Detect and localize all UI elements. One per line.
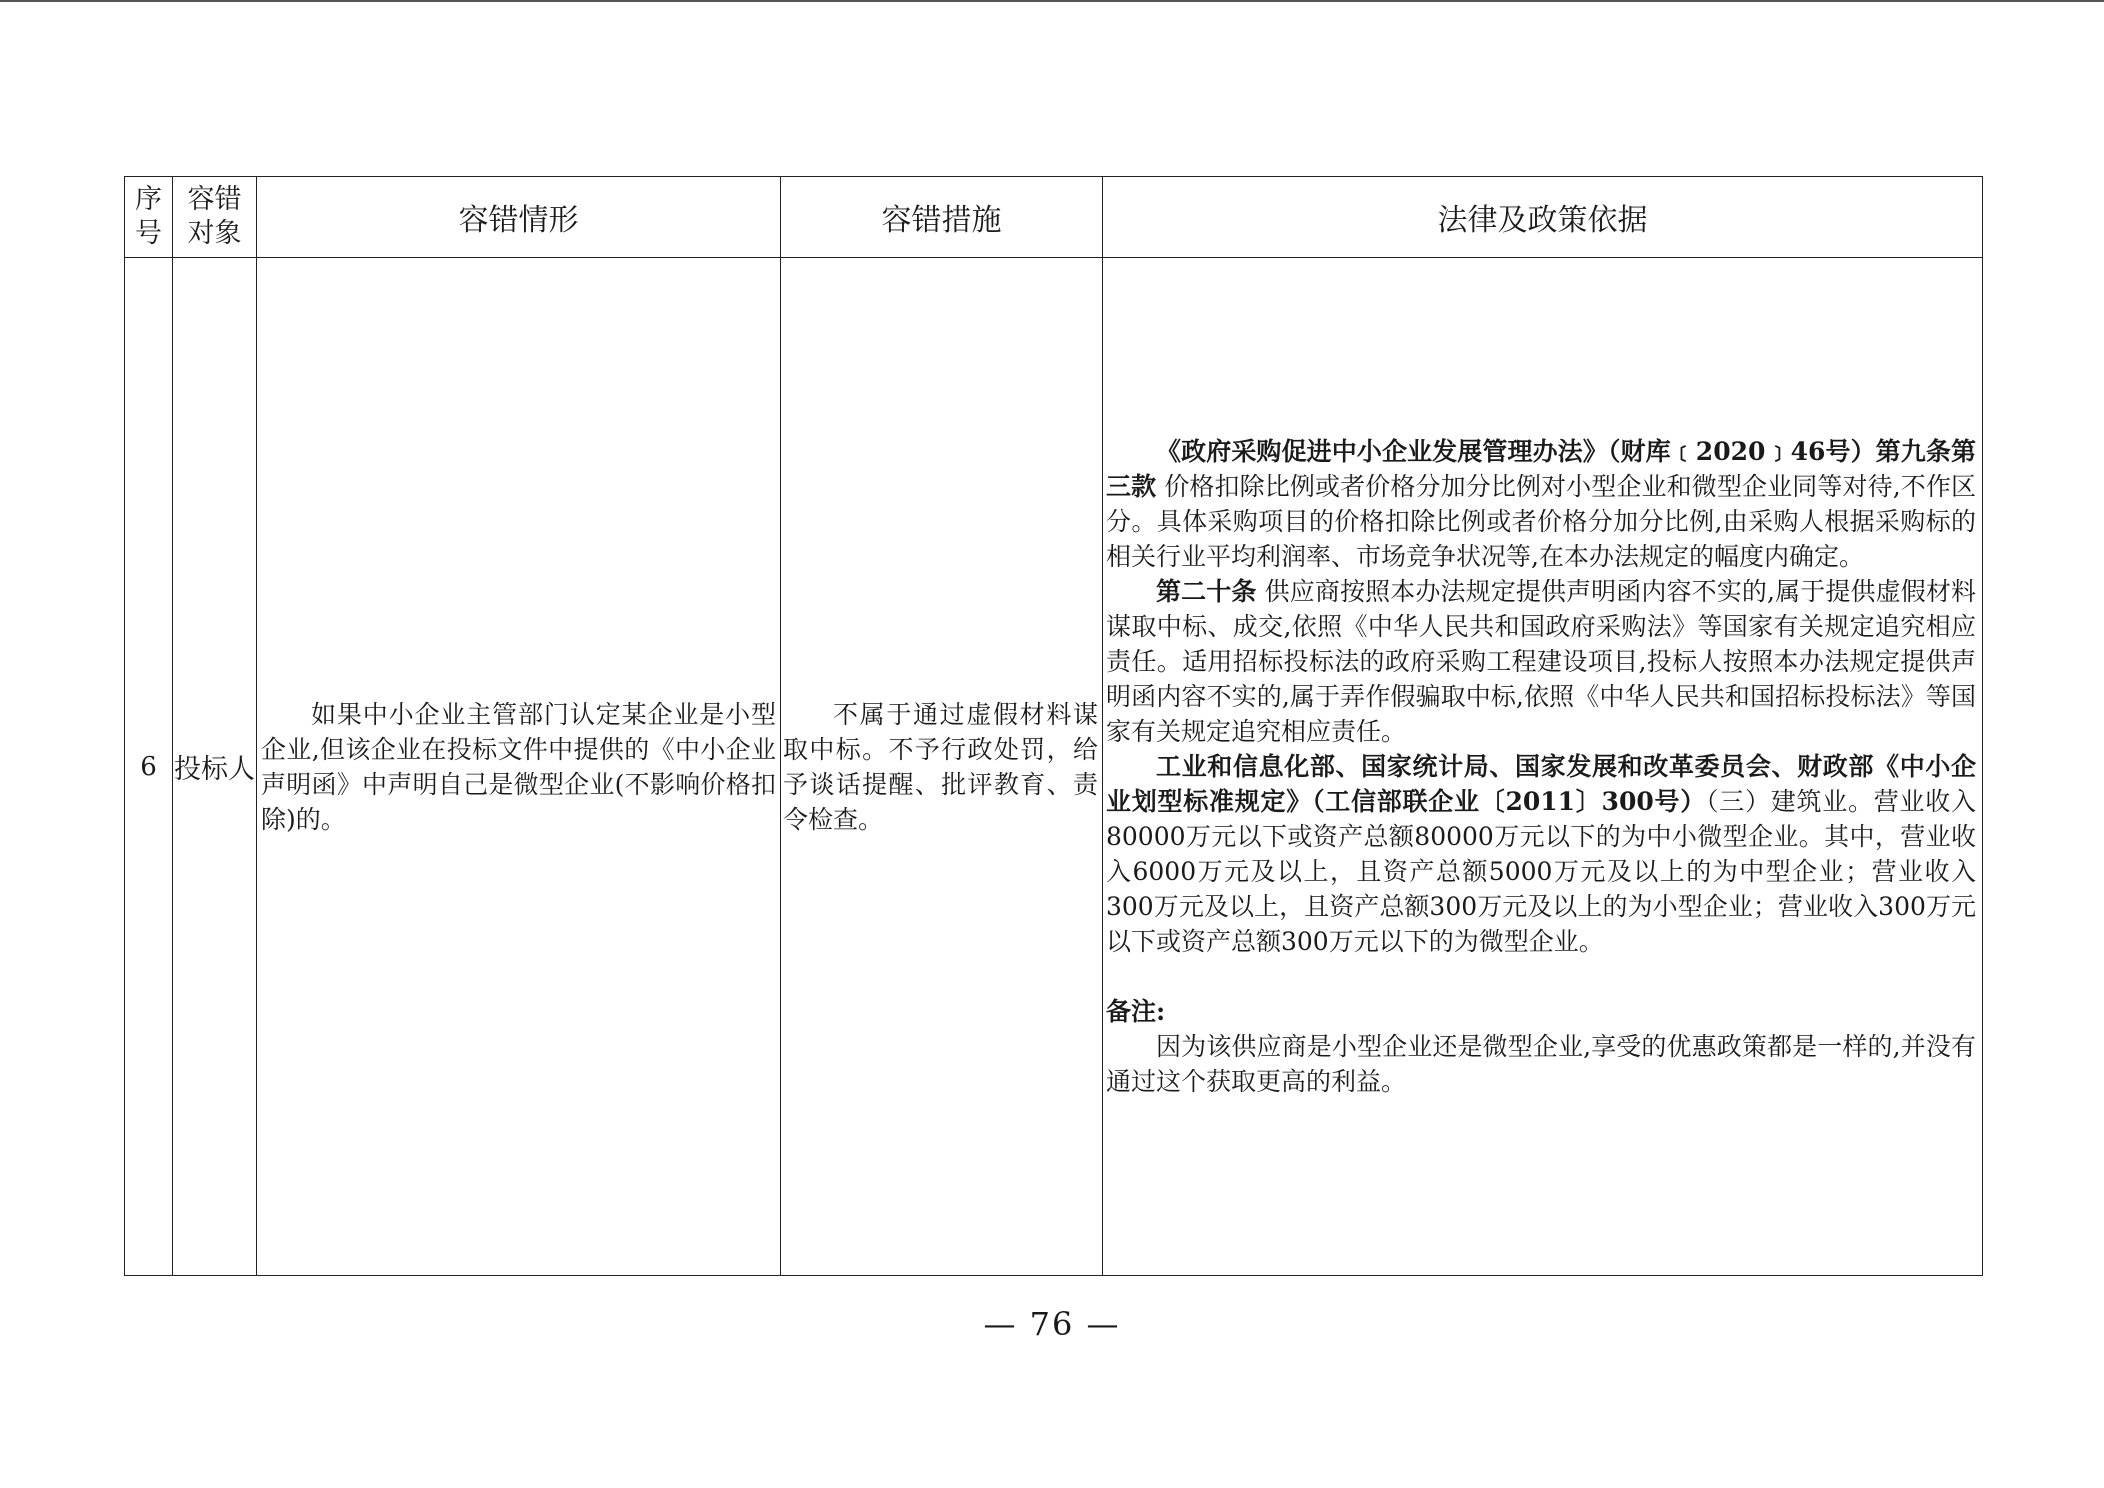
row-tolerance-measure: 不属于通过虚假材料谋取中标。不予行政处罚，给予谈话提醒、批评教育、责令检查。 (783, 699, 1098, 834)
row-tolerance-measure-cell (781, 258, 1103, 1276)
basis-p1-text: 价格扣除比例或者价格分加分比例对小型企业和微型企业同等对待,不作区分。具体采购项目的价格扣除比例或者价格分加分比例,由采购人根据采购标的相关行业平均利润率、市场竞争状况等,在本办法规定的幅度内确定。 (1106, 472, 1976, 571)
header-legal-basis: 法律及政策依据 (1103, 177, 1983, 258)
basis-p1-title: 《政府采购促进中小企业发展管理办法》（财库﹝2020﹞46号）第九条第三款 (1106, 437, 1976, 501)
row-tolerance-situation-cell (257, 258, 781, 1276)
basis-p2-text: 供应商按照本办法规定提供声明函内容不实的,属于提供虚假材料谋取中标、成交,依照《中华人民共和国政府采购法》等国家有关规定追究相应责任。适用招标投标法的政府采购工程建设项目,投标人按照本办法规定提供声明函内容不实的,属于弄作假骗取中标,依照《中华人民共和国招标投标法》等国家有关规定追究相应责任。 (1106, 577, 1976, 746)
header-tolerance-situation: 容错情形 (257, 177, 781, 258)
basis-spacer (1106, 959, 1976, 994)
basis-p3-title: 工业和信息化部、国家统计局、国家发展和改革委员会、财政部《中小企业划型标准规定》（工信部联企业〔2011〕300号） (1106, 752, 1976, 816)
table-row (125, 258, 1983, 1276)
fault-tolerance-table (124, 176, 1983, 1276)
table-header-row (125, 177, 1983, 258)
basis-p2-title: 第二十条 (1156, 577, 1257, 606)
basis-p3-text: （三）建筑业。营业收入80000万元以下或资产总额80000万元以下的为中小微型企业。其中，营业收入6000万元及以上，且资产总额5000万元及以上的为中型企业；营业收入300万元及以上，且资产总额300万元及以上的为小型企业；营业收入300万元以下或资产总额300万元以下的为微型企业。 (1106, 787, 1976, 956)
header-tolerance-measure: 容错措施 (781, 177, 1103, 258)
top-border-line (0, 0, 2104, 2)
basis-paragraph-1 (1106, 434, 1976, 574)
row-serial-number: 6 (125, 258, 173, 1276)
row-tolerance-situation: 如果中小企业主管部门认定某企业是小型企业,但该企业在投标文件中提供的《中小企业声明函》中声明自己是微型企业(不影响价格扣除)的。 (261, 699, 776, 834)
basis-paragraph-3 (1106, 749, 1976, 959)
header-tolerance-object: 容错 对象 (173, 177, 257, 258)
basis-note-text: 因为该供应商是小型企业还是微型企业,享受的优惠政策都是一样的,并没有通过这个获取更高的利益。 (1106, 1032, 1976, 1096)
basis-note-label: 备注: (1106, 997, 1166, 1026)
header-serial-number: 序 号 (125, 177, 173, 258)
page-number: — 76 — (983, 1305, 1121, 1343)
row-tolerance-object: 投标人 (173, 258, 257, 1276)
basis-paragraph-2 (1106, 574, 1976, 749)
row-legal-basis-cell (1103, 258, 1983, 1276)
